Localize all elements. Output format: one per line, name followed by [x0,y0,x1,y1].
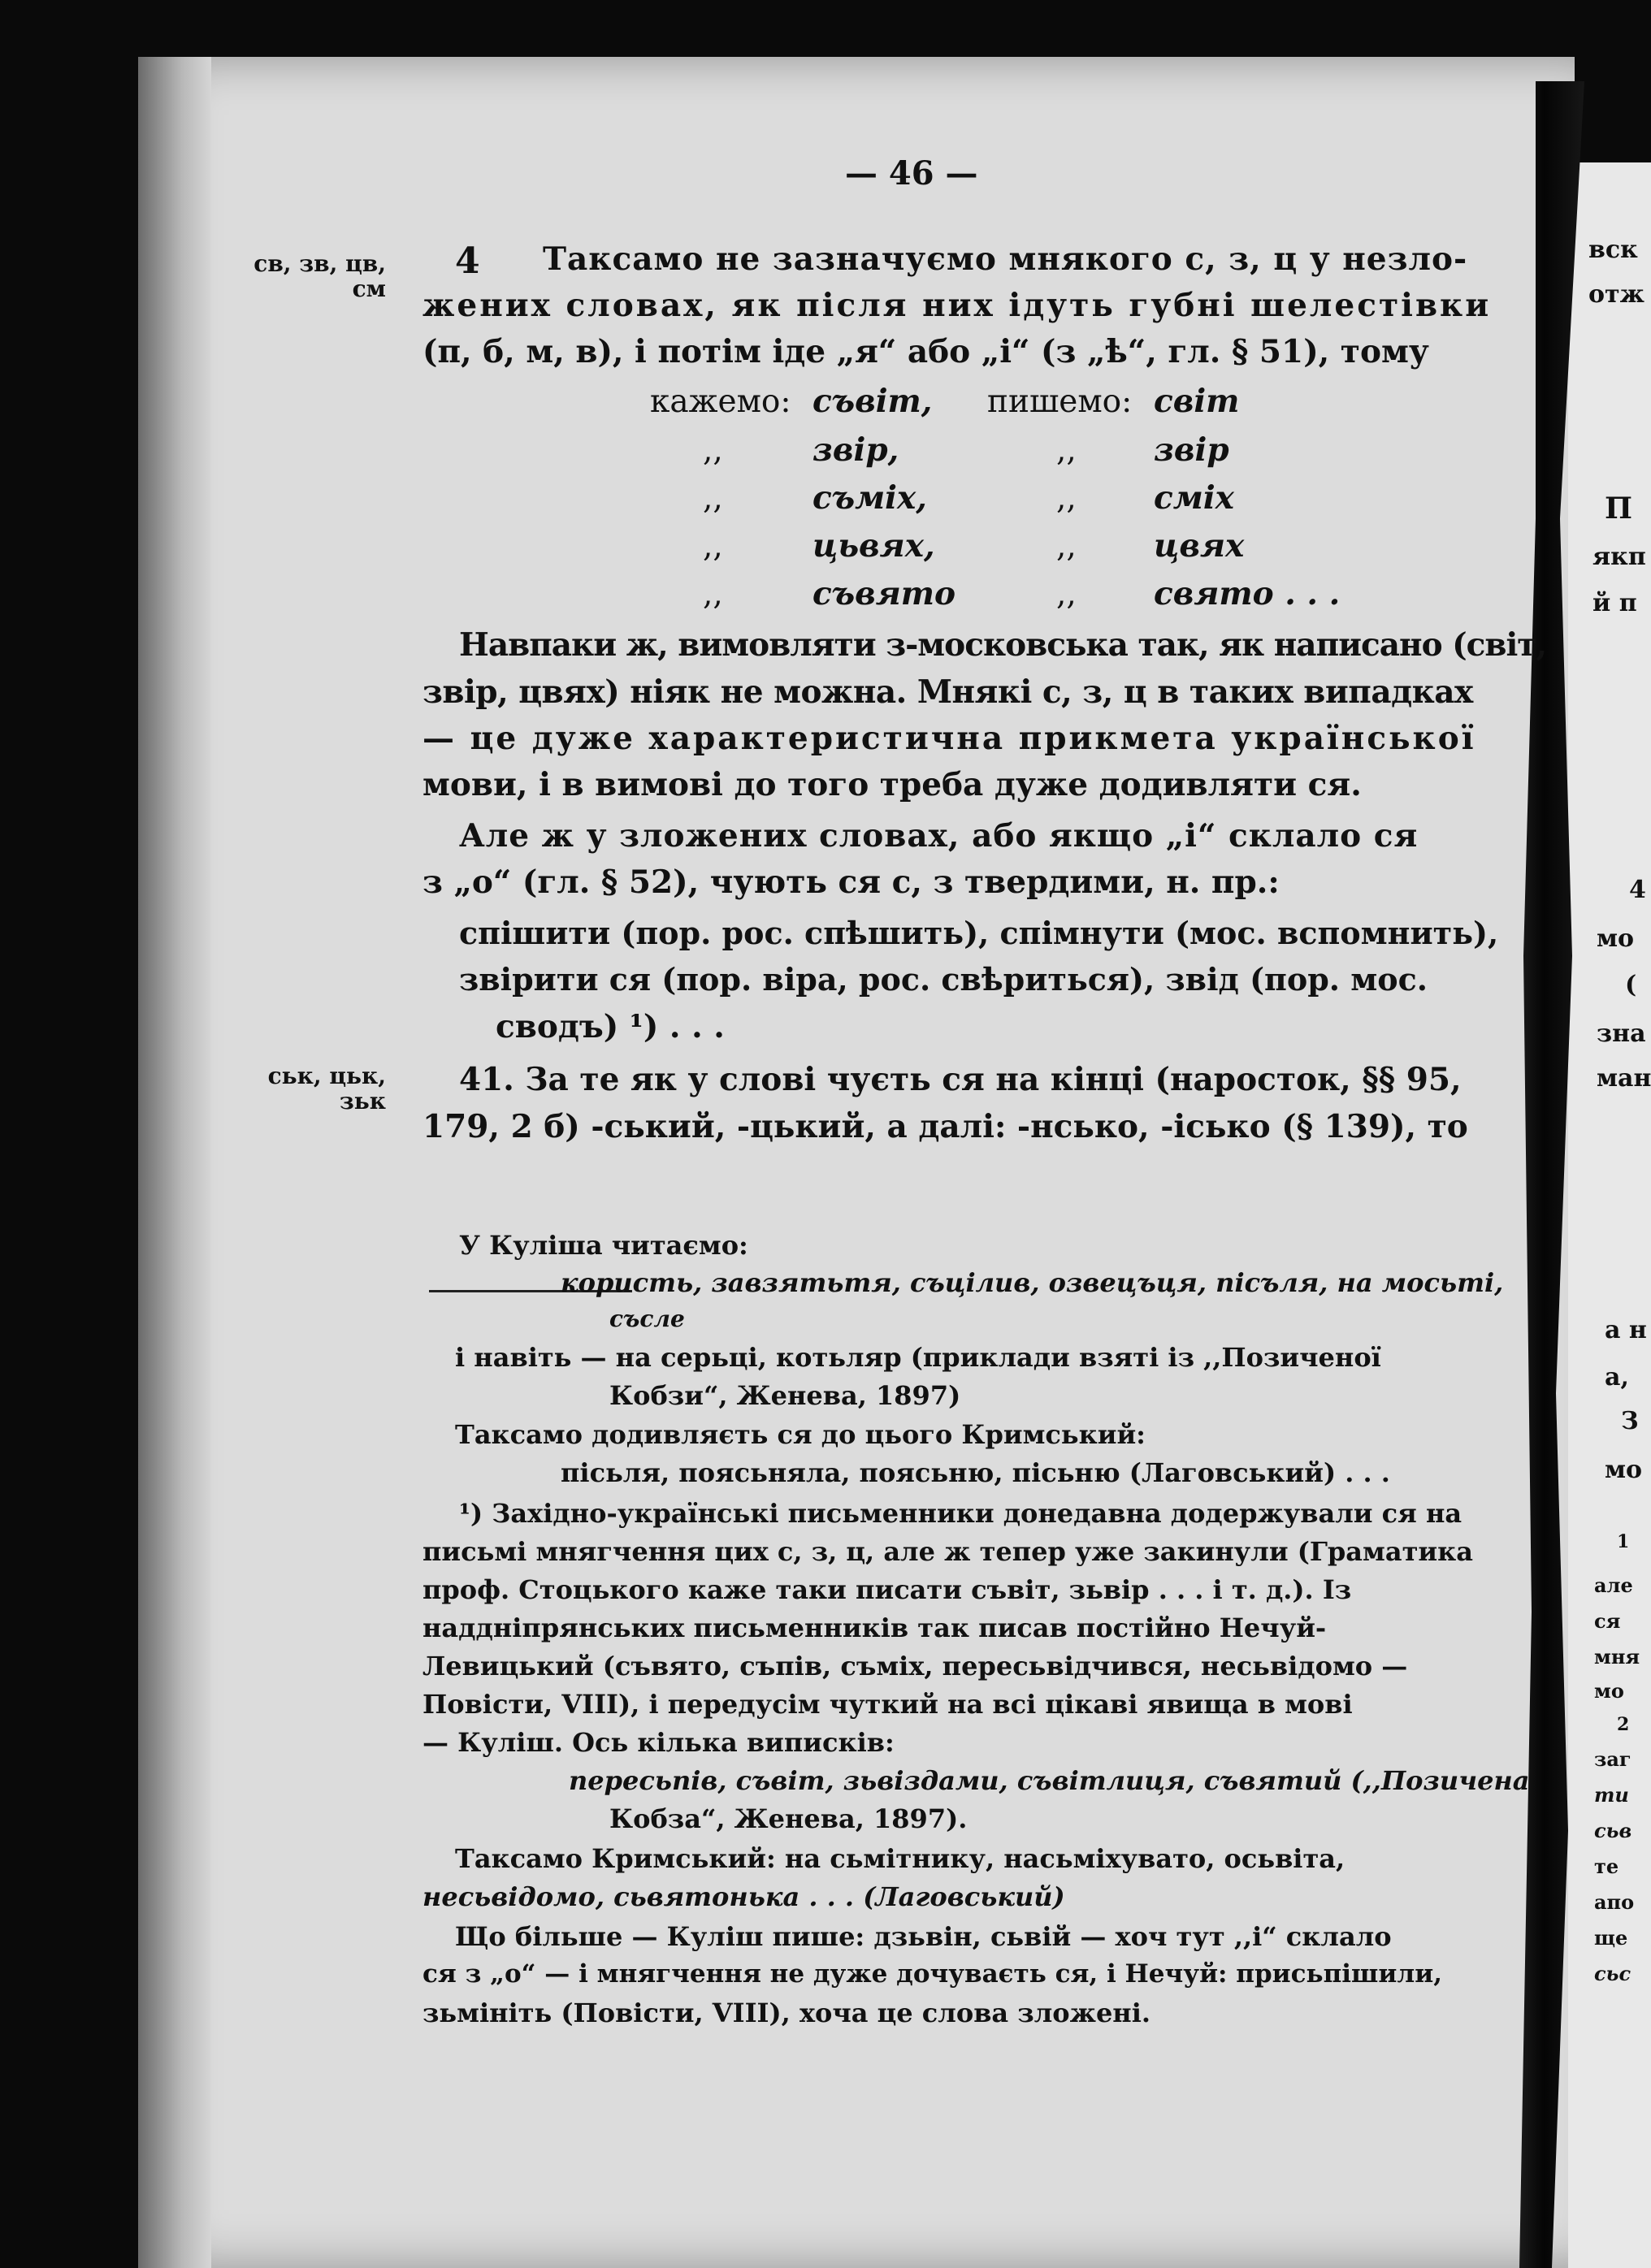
footnote-line: письмі мнягчення цих с, з, ц, але ж тепер уже закинули (Граматика [422,1536,1473,1567]
neighbor-fragment: мня [1594,1645,1640,1669]
said-word: звір, [812,431,899,469]
footnote-line: наддніпрянських письменників так писав постійно Нечуй- [422,1612,1327,1643]
footnote-line: пісьля, поясьняла, поясьню, пісьню (Лаговський) . . . [561,1457,1390,1488]
neighbor-fragment: сьв [1594,1819,1632,1842]
ditto-mark: ,, [1056,576,1077,612]
said-word: съміх, [812,479,927,517]
written-word: сміх [1154,479,1234,517]
ditto-mark: ,, [1056,432,1077,469]
written-word: світ [1154,383,1240,420]
body-line: Але ж у зложених словах, або якщо „і“ склало ся [459,817,1419,855]
footnote-line: Кобза“, Женева, 1897). [609,1803,968,1834]
body-line: 41. За те як у слові чуєть ся на кінці (наросток, §§ 95, [459,1061,1462,1098]
neighbor-fragment: мо [1594,1679,1624,1703]
written-word: свято . . . [1154,575,1341,612]
body-line: Навпаки ж, вимовляти з-московська так, як написано (світ, [459,626,1547,664]
example-line: звірити ся (пор. віра, рос. свѣриться), звід (пор. мос. [459,961,1428,998]
ditto-mark: ,, [703,432,723,469]
page-number: — 46 — [845,154,978,193]
neighbor-fragment: якп [1592,543,1646,571]
neighbor-fragment: 2 [1617,1714,1630,1735]
neighbor-fragment: а, [1605,1363,1629,1392]
body-line: звір, цвях) ніяк не можна. Мнякі с, з, ц в таких випадках [422,673,1473,711]
footnote-line: несьвідомо, сьвятонька . . . (Лаговський) [422,1881,1065,1912]
example-line: спішити (пор. рос. спѣшить), спімнути (мос. вспомнить), [459,915,1499,951]
neighbor-fragment: але [1594,1573,1633,1597]
neighbor-fragment: ман [1597,1064,1651,1093]
body-line: — це дуже характеристична прикмета української [422,720,1476,757]
ditto-mark: ,, [703,528,723,565]
page-shadow-edge [138,57,211,2268]
neighbor-fragment: сьс [1594,1962,1632,1985]
body-line: мови, і в вимові до того треба дуже додивляти ся. [422,766,1362,803]
ditto-mark: ,, [703,480,723,517]
neighbor-fragment: й п [1592,589,1637,617]
neighbor-fragment: ти [1594,1783,1629,1807]
footnote-line: Левицький (съвято, съпів, съміх, пересьвідчився, несьвідомо — [422,1651,1408,1682]
footnote-line: проф. Стоцького каже таки писати съвіт, зьвір . . . і т. д.). Із [422,1574,1352,1605]
neighbor-fragment: заг [1594,1747,1632,1771]
neighbor-fragment: ще [1594,1926,1628,1950]
say-label: кажемо: [650,383,791,420]
section-number: 4 [455,240,480,282]
neighbor-page [1568,162,1651,2268]
footnote-line: зьмініть (Повісти, VIII), хоча це слова зложені. [422,1997,1151,2028]
footnote-line: У Куліша читаємо: [459,1230,748,1261]
said-word: съвято [812,575,956,612]
neighbor-fragment: ( [1625,971,1637,999]
footnote-line: Повісти, VIII), і передусім чуткий на всі цікаві явища в мові [422,1689,1353,1720]
ditto-mark: ,, [1056,528,1077,565]
neighbor-fragment: те [1594,1855,1619,1878]
footnote-line: Таксамо додивляєть ся до цього Кримський: [455,1419,1146,1450]
footnote-line: і навіть — на серьці, котьляр (приклади взяті із ,,Позиченої [455,1342,1381,1373]
margin-note-sv-zv-cv: св, зв, цв, см [254,250,386,302]
neighbor-fragment: мо [1605,1456,1643,1484]
neighbor-fragment: апо [1594,1890,1635,1914]
said-word: съвіт, [812,383,933,420]
footnote-line: Таксамо Кримський: на сьмітнику, насьміхувато, осьвіта, [455,1843,1346,1874]
footnote-line: ¹) Західно-українські письменники донедавна додержували ся на [459,1498,1462,1529]
body-line: жених словах, як після них ідуть губні шелестівки [422,287,1492,324]
body-line: Таксамо не зазначуємо мнякого с, з, ц у незло- [543,240,1468,278]
footnote-line: — Куліш. Ось кілька виписків: [422,1727,895,1758]
example-line: сводъ) ¹) . . . [496,1008,725,1045]
write-label: пишемо: [987,383,1133,420]
neighbor-fragment: 4 [1629,876,1646,904]
footnote-line: пересьпів, съвіт, зьвіздами, съвітлиця, съвятий (,,Позичена [569,1765,1530,1796]
neighbor-fragment: ся [1594,1609,1621,1633]
body-line: (п, б, м, в), і потім іде „я“ або „і“ (з „ѣ“, гл. § 51), тому [422,333,1429,370]
neighbor-fragment: вск [1588,236,1638,264]
body-line: 179, 2 б) -ський, -цький, а далі: -нсько, -ісько (§ 139), то [422,1108,1468,1145]
written-word: цвях [1154,527,1245,565]
neighbor-fragment: 1 [1617,1531,1630,1552]
ditto-mark: ,, [703,576,723,612]
margin-note-sk-ck-zk: ськ, цьк, зьк [267,1063,386,1115]
neighbor-fragment: мо [1597,924,1635,953]
neighbor-fragment: З [1621,1407,1639,1435]
ditto-mark: ,, [1056,480,1077,517]
footnote-line: Що більше — Куліш пише: дзьвін, сьвій — хоч тут ,,і“ склало [455,1921,1392,1952]
footnote-line: съсле [609,1305,685,1332]
footnote-line: користь, завзятьтя, съцілив, озвецъця, пісъля, на мосьті, [561,1267,1504,1298]
neighbor-fragment: П [1605,491,1632,526]
neighbor-fragment: а н [1605,1316,1647,1344]
footnote-line: ся з „о“ — і мнягчення не дуже дочуваєть ся, і Нечуй: присьпішили, [422,1959,1442,1989]
footnote-line: Кобзи“, Женева, 1897) [609,1380,961,1411]
neighbor-fragment: зна [1597,1019,1646,1048]
neighbor-fragment: отж [1588,280,1644,309]
body-line: з „о“ (гл. § 52), чують ся с, з твердими, н. пр.: [422,863,1280,901]
said-word: цьвях, [812,527,935,565]
written-word: звір [1154,431,1229,469]
